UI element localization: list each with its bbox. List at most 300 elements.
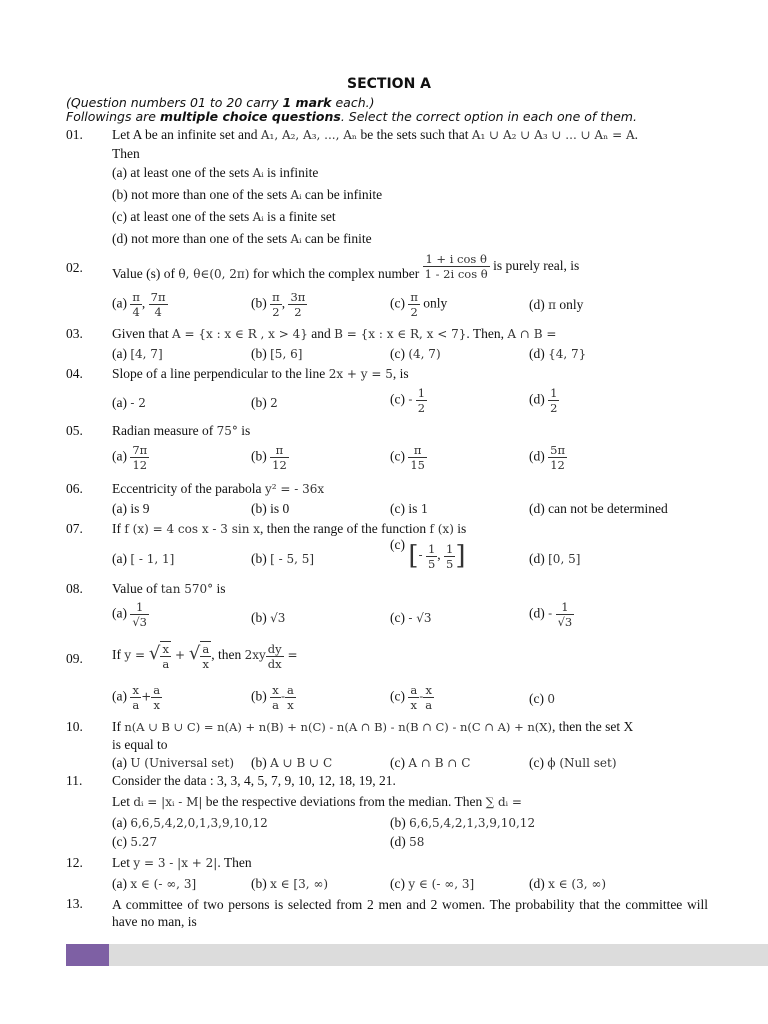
numerator: π [410,290,418,304]
question-number: 11. [66,773,83,788]
question-text [112,521,708,537]
question-04-option-d [529,386,559,415]
math: x ∈ [3, ∞) [270,877,329,891]
footer-accent [66,944,109,966]
question-text [112,855,708,871]
text: Eccentricity of the parabola [112,481,265,496]
text: (d) not more than one of the sets [112,231,291,246]
denominator: a [425,698,433,712]
math: ∑ dᵢ = [485,795,522,809]
question-10-option-a [112,755,234,771]
question-number: 01. [66,127,83,142]
denominator: a [162,657,170,671]
math: 1 [420,502,429,516]
numerator: 1 [427,541,436,556]
question-06-option-d: (d) can not be determined [529,501,668,516]
question-01-option-b [112,187,382,203]
math: y = 3 - |x + 2| [133,856,218,870]
denominator: x [287,698,294,712]
sqrt-sign: √ [148,643,161,665]
question-number: 03. [66,326,83,341]
text: . Then [217,855,252,870]
math: {4, 7} [548,347,587,361]
math: - √3 [408,611,432,625]
numerator: 1 [130,600,149,615]
fraction [266,642,284,671]
option-label: (a) [112,755,127,770]
question-07-option-a [112,551,174,567]
fraction [548,386,559,415]
text: is infinite [263,165,319,180]
math: - [408,392,413,407]
math: x ∈ (3, ∞) [548,877,607,891]
numerator: 1 [556,600,575,615]
question-04-option-a [112,395,146,411]
question-10-line-2: is equal to [112,737,168,752]
question-08-option-c [390,610,432,626]
math: y ∈ (- ∞, 3] [408,877,475,891]
math: + [171,648,189,663]
question-02-option-d [529,297,583,313]
option-label: (c) [390,448,405,464]
option-label: (d) [529,391,545,407]
question-03-option-a [112,346,163,362]
math: π [548,298,557,312]
denominator: √3 [132,615,148,629]
option-label: (c) [529,755,544,770]
text: , is [392,366,409,381]
option-label: (b) [251,876,267,891]
fraction [151,683,162,712]
question-text [112,326,708,342]
question-11-option-a [112,815,268,831]
question-number: 12. [66,855,83,870]
intro-line-2 [66,109,637,124]
denominator: a [132,698,140,712]
fraction [149,290,168,319]
numerator: 1 + i cos θ [423,252,490,267]
math: - 2 [130,396,146,410]
question-number: 13. [66,896,83,911]
fraction [416,386,427,415]
text: be the sets such that [357,127,472,142]
question-number: 10. [66,719,83,734]
option-label: (d) [529,551,545,566]
denominator: dx [267,656,282,671]
question-03-option-d [529,346,586,362]
math: θ, θ∈(0, 2π) [178,266,250,281]
question-number: 08. [66,581,83,596]
math: A ∪ B ∪ C [270,756,333,770]
numerator: x [423,683,434,698]
question-10-option-b [251,755,332,771]
fraction [200,641,211,671]
question-06-option-c [390,501,428,517]
option-label: (b) [251,688,267,704]
option-label: (d) [529,448,545,464]
numerator: a [153,683,161,697]
math: x ∈ (- ∞, 3] [130,877,197,891]
math: 75° [216,424,238,438]
math: A₁ ∪ A₂ ∪ A₃ ∪ ... ∪ Aₙ = A [471,128,635,142]
question-09-option-b [251,683,296,712]
question-text: Consider the data : 3, 3, 4, 5, 7, 9, 10, 12, 18, 19, 21. [112,773,396,788]
math: = [283,648,298,663]
math: 0 [547,692,555,706]
denominator: √3 [557,615,573,629]
intro-bold: 1 mark [282,95,332,110]
question-number: 02. [66,260,83,275]
question-number: 05. [66,423,83,438]
section-title: SECTION A [346,76,431,92]
denominator: a [272,698,279,712]
option-label: (b) [251,610,267,625]
text: is [453,521,467,536]
option-label: (d) [529,297,545,312]
question-02-option-b [251,290,307,319]
question-12-option-a [112,876,196,892]
question-01-option-c [112,209,336,225]
option-label: (a) [112,551,127,566]
text: only [419,295,448,311]
bracket: ] [455,541,466,571]
math: y² = - 36x [264,482,325,496]
option-label: (b) [251,346,267,361]
question-number: 04. [66,366,83,381]
numerator: 1 [417,386,426,400]
math: [ - 5, 5] [270,552,315,566]
option-label: (c) [390,391,405,407]
math: 2x + y = 5 [328,367,393,381]
math: [4, 7] [130,347,163,361]
denominator: x [153,698,160,712]
option-label: (c) [390,295,405,311]
text: (c) at least one of the sets [112,209,253,224]
numerator: x [160,642,171,657]
fraction [285,683,296,712]
text: , then [211,647,245,663]
text: Slope of a line perpendicular to the line [112,366,329,381]
question-04-option-b [251,395,278,411]
math: 5.27 [130,835,158,849]
math: A₁, A₂, A₃, ..., Aₙ [260,128,358,142]
math: 6,6,5,4,2,1,3,9,10,12 [409,816,536,830]
numerator: a [410,683,418,697]
question-08-option-b [251,610,285,626]
option-label: (a) [112,688,127,704]
math: 2 [270,396,278,410]
intro-text: . Select the correct option in each one of them. [340,109,637,124]
option-label: (b) [251,395,267,410]
question-10-option-d [529,755,617,771]
fraction [130,290,142,319]
numerator: 1 [550,386,558,400]
intro-text: (Question numbers 01 to 20 carry [66,95,283,110]
question-08-option-d [529,600,574,629]
math: - [418,548,423,563]
denominator: x [202,657,210,671]
fraction [270,443,289,472]
question-number: 09. [66,651,83,666]
fraction [130,600,149,629]
math: Aᵢ [290,188,302,202]
question-12-option-c [390,876,474,892]
fraction [423,252,490,281]
text: Given that [112,326,172,341]
math: [0, 5] [548,552,581,566]
question-01-option-d [112,231,372,247]
denominator: 1 - 2i cos θ [424,267,488,281]
option-label: (c) [390,537,405,553]
separator: , [141,295,146,311]
question-03-option-b [251,346,302,362]
denominator: 5 [446,556,454,571]
numerator: π [272,290,280,304]
question-06-option-a: (a) is 9 [112,501,150,516]
question-text: A committee of two persons is selected from 2 men and 2 women. The probability that the committee will have no man, is [112,897,708,929]
question-text [112,581,708,597]
denominator: 2 [410,305,418,319]
operator: - [280,689,286,704]
numerator: 7π [132,443,148,457]
numerator: π [408,443,427,458]
operator: + [141,689,152,704]
math: A ∩ B ∩ C [408,756,471,770]
math: Aᵢ [252,210,264,224]
question-04-option-c [390,386,427,415]
option-label: (b) [251,448,267,464]
option-label: (b) [390,815,406,830]
option-label: (b) [251,295,267,311]
question-11-option-c [112,834,157,850]
question-07-option-c [390,537,466,571]
option-label: (a) [112,346,127,361]
numerator: π [132,290,140,304]
question-05-option-b [251,443,289,472]
text: is a finite set [263,209,336,224]
text: can be infinite [301,187,383,202]
question-11-option-b [390,815,535,831]
text: (a) at least one of the sets [112,165,253,180]
option-label: (a) [112,815,127,830]
fraction [130,683,141,712]
option-label: (c) [112,834,127,849]
fraction [548,443,567,472]
option-label: (a) [112,448,127,464]
text: is purely real, is [489,257,580,273]
math: 58 [409,835,425,849]
separator: , [281,295,286,311]
fraction [270,683,281,712]
denominator: 12 [550,458,565,472]
option-label: (c) is [390,501,418,516]
question-10-option-c [390,755,470,771]
option-label: (b) [251,551,267,566]
option-label: (c) [390,876,405,891]
math: [ - 1, 1] [130,552,175,566]
option-label: (a) [112,605,127,621]
question-08-option-a [112,600,149,629]
denominator: 2 [417,401,426,415]
fraction [270,290,282,319]
question-02 [66,252,708,286]
numerator: a [202,642,210,656]
option-label: (c) [390,610,405,625]
math: - [548,606,553,621]
text: If [112,719,125,734]
fraction [408,683,419,712]
numerator: x [130,683,141,698]
numerator: dy [267,641,282,656]
option-label: (c) [529,691,544,706]
numerator: 1 [446,541,454,556]
question-09 [66,641,708,677]
question-09-option-c [390,683,434,712]
math: (4, 7) [408,347,441,361]
math: 2xy [244,648,266,663]
math: [5, 6] [270,347,303,361]
math: 6,6,5,4,2,0,1,3,9,10,12 [130,816,268,830]
text: only [556,297,584,312]
math: tan 570° [160,582,214,596]
question-03-option-c [390,346,441,362]
math: √3 [270,611,286,625]
question-11-line-2 [112,794,522,810]
text: is [237,423,251,438]
question-text [112,366,708,382]
question-09-option-d [529,691,555,707]
denominator: 15 [410,458,425,472]
question-01-option-a [112,165,318,181]
denominator: 4 [132,305,140,319]
option-label: (c) [390,688,405,704]
math: f (x) = 4 cos x - 3 sin x [124,522,261,536]
option-label: (d) [529,605,545,621]
bracket: [ [408,541,419,571]
intro-text: each.) [331,95,375,110]
option-label: (c) [390,755,405,770]
denominator: 4 [154,305,162,319]
text: , then the range of the function [260,521,430,536]
numerator: 3π [290,290,306,304]
text: Let [112,855,134,870]
option-label: (d) [529,876,545,891]
question-text [112,127,708,143]
fraction [288,290,307,319]
text: If [112,647,125,663]
math: Aᵢ [290,232,302,246]
text: . [634,127,639,142]
question-text [112,423,708,439]
denominator: 2 [272,305,280,319]
denominator: 2 [550,401,558,415]
text: Let A be an infinite set and [112,127,261,142]
text: Value (s) of [112,265,179,281]
question-11-option-d [390,834,424,850]
question-text [112,719,708,735]
option-label: (c) [390,346,405,361]
fraction [408,443,427,472]
math: B = {x : x ∈ R, x < 7} [334,327,467,341]
math: dᵢ = |xᵢ - M| [133,795,203,809]
text: for which the complex number [249,265,423,281]
question-01-line-2: Then [112,146,140,161]
question-05-option-d [529,443,567,472]
option-label: (b) [251,755,267,770]
question-text [112,481,708,497]
denominator: x [410,698,418,712]
question-text [112,641,708,671]
option-label: (a) [112,395,127,410]
question-02-option-a [112,290,168,319]
fraction [423,683,434,712]
question-12-option-d [529,876,606,892]
denominator: 5 [427,556,436,571]
text: (b) not more than one of the sets [112,187,291,202]
math: ϕ (Null set) [547,756,617,770]
footer-bar [66,944,768,966]
math: f (x) [429,522,454,536]
math: A = {x : x ∈ R , x > 4} [172,327,308,341]
text: is [213,581,226,596]
intro-bold: multiple choice questions [159,109,341,124]
separator: , [437,547,441,563]
numerator: 5π [550,443,565,457]
text: Radian measure of [112,423,217,438]
numerator: x [270,683,281,698]
numerator: a [287,683,294,697]
question-number: 07. [66,521,83,536]
math: A ∩ B = [507,327,557,341]
sqrt-sign: √ [188,643,201,665]
text: can be finite [301,231,372,246]
fraction [556,600,575,629]
question-09-option-a [112,683,162,712]
question-06-option-b: (b) is 0 [251,501,290,516]
math: n(A ∪ B ∪ C) = n(A) + n(B) + n(C) - n(A ∩ B) - n(B ∩ C) - n(C ∩ A) + n(X) [124,720,552,734]
question-07-option-d [529,551,580,567]
math: U (Universal set) [130,756,234,770]
question-02-option-c [390,290,447,319]
denominator: 2 [294,305,302,319]
option-label: (d) [529,346,545,361]
fraction [426,542,437,571]
question-number: 06. [66,481,83,496]
option-label: (d) [390,834,406,849]
text: be the respective deviations from the median. Then [202,794,486,809]
text: If [112,521,125,536]
question-07-option-b [251,551,314,567]
operator: - [419,689,424,704]
intro-line-1 [66,95,374,110]
fraction [444,542,455,571]
text: Let [112,794,134,809]
math: Aᵢ [252,166,264,180]
fraction [130,443,149,472]
denominator: 12 [132,458,148,472]
numerator: 7π [150,290,166,304]
question-05-option-c [390,443,427,472]
question-05-option-a [112,443,149,472]
option-label: (a) [112,295,127,311]
intro-text: Followings are [66,109,160,124]
text: and [307,326,335,341]
fraction [160,641,171,671]
numerator: π [270,443,289,458]
denominator: 12 [272,458,287,472]
fraction [408,290,420,319]
question-12-option-b [251,876,328,892]
